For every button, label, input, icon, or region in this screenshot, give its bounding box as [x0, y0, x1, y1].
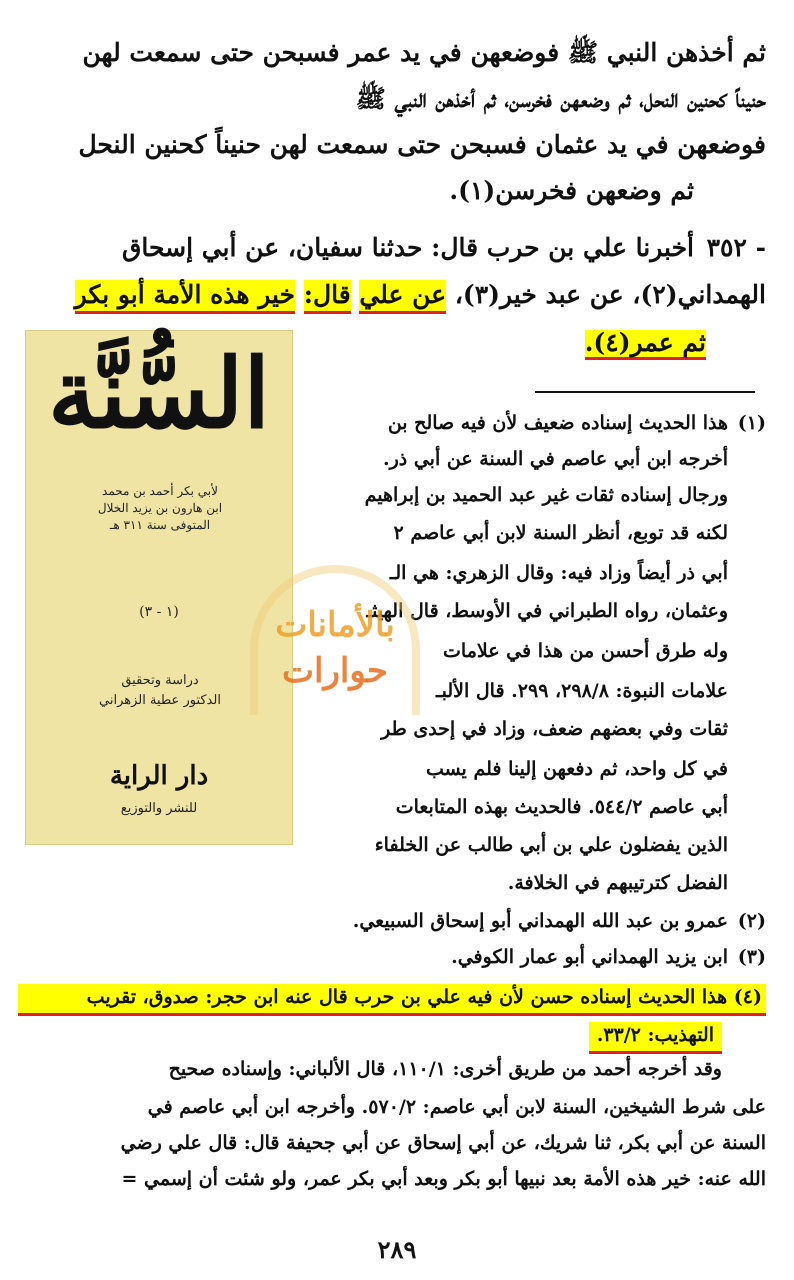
footnote-1-line-3: ورجال إسناده ثقات غير عبد الحميد بن إبراهيم	[364, 484, 728, 506]
highlight-qala: قال:	[304, 280, 351, 314]
footnote-2-number: (٢)	[737, 910, 766, 932]
footnote-1-line-5: أبي ذر أيضاً وزاد فيه: وقال الزهري: هي الـ	[389, 562, 728, 584]
footnote-1-line-9: ثقات وفي بعضهم ضعف، وزاد في إحدى طر	[381, 718, 728, 740]
main-text-line-1: ثم أخذهن النبي ﷺ فوضعهن في يد عمر فسبحن حتى سمعت لهن	[82, 38, 766, 67]
footnote-3-text: ابن يزيد الهمداني أبو عمار الكوفي.	[451, 946, 728, 968]
footnote-1-line-6: وعثمان، رواه الطبراني في الأوسط، قال الهيثـ	[366, 600, 728, 622]
footnote-3-number: (٣)	[737, 946, 766, 968]
cover-publisher-sub: للنشر والتوزيع	[120, 801, 198, 816]
footnote-4-number: (٤)	[733, 986, 762, 1008]
cover-study	[36, 671, 284, 711]
footnote-1-line-2: أخرجه ابن أبي عاصم في السنة عن أبي ذر.	[382, 448, 728, 470]
main-text-line-2: حنيناً كحنين النحل، ثم وضعهن فخرسن، ثم أخذهن النبي ﷺ	[355, 84, 766, 113]
footnote-1-line-8: علامات النبوة: ٢٩٨/٨، ٢٩٩. قال الألبـ	[436, 680, 728, 702]
footnote-4-line-1: هذا الحديث إسناده حسن لأن فيه علي بن حرب قال عنه ابن حجر: صدوق، تقريب	[86, 986, 728, 1008]
footnote-1-line-1: هذا الحديث إسناده ضعيف لأن فيه صالح بن	[387, 412, 728, 434]
cover-publisher: دار الراية	[109, 761, 209, 791]
footnote-1-number: (١)	[737, 412, 766, 434]
main-text-line-4: ثم وضعهن فخرسن(١).	[449, 176, 694, 205]
footnote-2-text: عمرو بن عبد الله الهمداني أبو إسحاق السبيعي.	[352, 910, 728, 932]
main-text-line-3: فوضعهن في يد عثمان فسبحن حتى سمعت لهن حنيناً كحنين النحل	[78, 130, 766, 159]
watermark-logo	[250, 565, 420, 715]
footnote-1-line-13: الفضل كترتيبهم في الخلافة.	[507, 872, 728, 894]
highlight-thumma-umar: ثم عمر(٤).	[585, 330, 706, 360]
page-number: ٢٨٩	[377, 1235, 417, 1264]
cover-author-line-3: المتوفى سنة ٣١١ هـ	[109, 518, 211, 532]
hadith-number: ٣٥٢ -	[706, 233, 766, 262]
watermark-text-1: بالأمانات	[275, 605, 395, 645]
footnote-separator	[535, 391, 755, 393]
footnote-4-line-4: على شرط الشيخين، السنة لابن أبي عاصم: ٥٧٠/٢. وأخرجه ابن أبي عاصم في	[147, 1096, 766, 1118]
highlight-an-ali: عن علي	[359, 280, 446, 314]
footnote-1-line-7: وله طرق أحسن من هذا في علامات	[443, 640, 728, 662]
footnote-1-line-12: الذين يفضلون علي بن أبي طالب عن الخلفاء	[374, 834, 728, 856]
footnote-1-line-4: لكنه قد توبع، أنظر السنة لابن أبي عاصم ٢	[393, 522, 728, 544]
hadith-line-2	[75, 282, 766, 307]
footnote-1-line-10: في كل واحد، ثم دفعهن إلينا فلم يسب	[425, 758, 728, 780]
footnote-1-line-11: أبي عاصم ٥٤٤/٢. فالحديث بهذه المتابعات	[395, 796, 728, 818]
hadith-line-1: أخبرنا علي بن حرب قال: حدثنا سفيان، عن أبي إسحاق	[121, 233, 694, 262]
footnote-4-line-5: السنة عن أبي بكر، ثنا شريك، عن أبي إسحاق عن أبي جحيفة قال: قال علي رضي	[120, 1132, 766, 1154]
highlight-khayr-hadhihi-al-umma: خير هذه الأمة أبو بكر	[75, 280, 295, 314]
cover-author	[36, 483, 284, 534]
cover-study-line-1: دراسة وتحقيق	[121, 673, 199, 688]
footnote-4-highlight-line-1	[18, 984, 766, 1016]
watermark-text-2: حوارات	[282, 651, 388, 691]
cover-author-line-2: ابن هارون بن يزيد الخلال	[97, 501, 223, 515]
cover-volume: (١ - ٣)	[139, 604, 179, 620]
hadith-line-2-plain: الهمداني(٢)، عن عبد خير(٣)،	[454, 280, 766, 309]
cover-study-line-2: الدكتور عطية الزهراني	[99, 693, 221, 708]
cover-title: السُّنَّة	[48, 337, 270, 450]
cover-author-line-1: لأبي بكر أحمد بن محمد	[102, 484, 218, 498]
footnote-4-line-2: التهذيب: ٣٣/٢.	[589, 1022, 722, 1054]
footnote-4-line-3: وقد أخرجه أحمد من طريق أخرى: ١١٠/١، قال الألباني: وإسناده صحيح	[168, 1058, 722, 1080]
footnote-4-line-6: الله عنه: خير هذه الأمة بعد نبيها أبو بكر وبعد أبي بكر عمر، ولو شئت أن إسمي =	[121, 1168, 766, 1190]
